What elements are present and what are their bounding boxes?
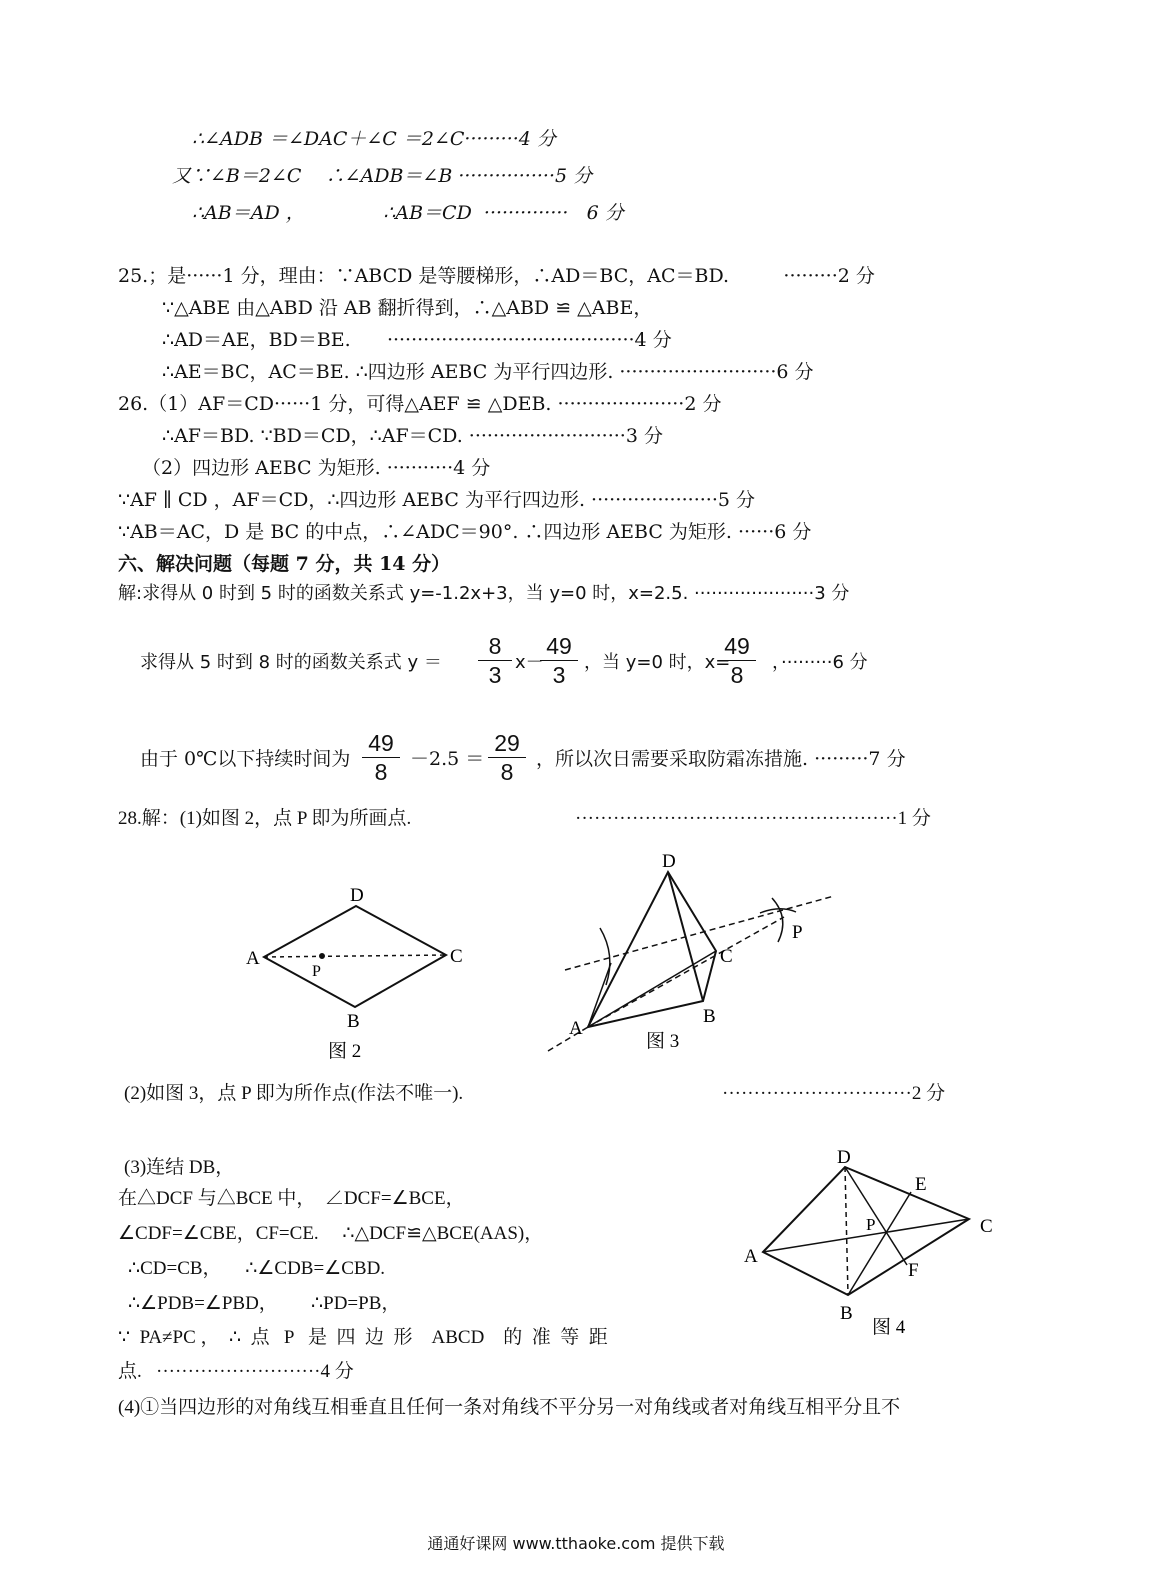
- solution-line2-x: x－: [515, 652, 544, 673]
- q25-line3: ∴AD＝AE，BD＝BE. ·········································4 分: [162, 329, 672, 351]
- q28-part3-line2: 在△DCF 与△BCE 中， ∠DCF=∠BCE，: [118, 1188, 465, 1209]
- fig2-label-b: B: [347, 1011, 360, 1032]
- fraction-29-8: 29 8: [488, 730, 526, 785]
- q28-part1-score: ···················································1 分: [575, 808, 931, 829]
- solution-line2-when: ，当 y=0 时，x=: [584, 652, 731, 673]
- q25-line4: ∴AE＝BC，AC＝BE. ∴四边形 AEBC 为平行四边形. ··························6 分: [162, 361, 814, 383]
- line-ab-ad: ∴AB＝AD ， ∴AB＝CD ·············· 6 分: [192, 202, 624, 224]
- solution-line2-text: 求得从 5 时到 8 时的函数关系式 y ＝: [140, 652, 442, 673]
- solution-line2-score: ，·········6 分: [772, 652, 868, 673]
- fig2-caption: 图 2: [328, 1041, 362, 1062]
- q28-part3-line4: ∴CD=CB， ∴∠CDB=∠CBD.: [128, 1258, 386, 1279]
- fig4-label-c: C: [980, 1216, 993, 1237]
- q26-line4: ∵AF ∥ CD ，AF＝CD，∴四边形 AEBC 为平行四边形. ·····················5 分: [118, 489, 755, 511]
- q26-line1: 26.（1）AF＝CD······1 分，可得△AEF ≌ △DEB. ·····················2 分: [118, 393, 722, 415]
- q28-part2-score: ······························2 分: [722, 1083, 946, 1104]
- q28-part3-line7: 点. ··························4 分: [118, 1361, 354, 1382]
- page-footer: 通通好课网 www.tthaoke.com 提供下载: [427, 1534, 725, 1553]
- fig4-label-b: B: [840, 1303, 853, 1324]
- fig4-label-e: E: [915, 1174, 927, 1195]
- fig4-label-a: A: [744, 1246, 758, 1267]
- fig3-label-p: P: [792, 922, 803, 943]
- q28-part3-line3: ∠CDF=∠CBE，CF=CE. ∴△DCF≌△BCE(AAS)，: [118, 1223, 544, 1244]
- fig4-label-f: F: [908, 1260, 919, 1281]
- q25-line2: ∵△ABE 由△ABD 沿 AB 翻折得到，∴△ABD ≌ △ABE，: [162, 297, 653, 319]
- solution-line3-minus: －2.5 ＝: [410, 748, 485, 770]
- fig2-label-d: D: [350, 885, 364, 906]
- line-adb-eq: ∴∠ADB ＝∠DAC＋∠C ＝2∠C·········4 分: [192, 128, 556, 150]
- fig4-label-d: D: [837, 1147, 851, 1168]
- fig3-label-b: B: [703, 1006, 716, 1027]
- q26-line2: ∴AF＝BD. ∵BD＝CD，∴AF＝CD. ··························3 分: [162, 425, 663, 447]
- solution-line3-text: 由于 0℃以下持续时间为: [140, 748, 351, 770]
- fig4-label-p: P: [866, 1215, 876, 1234]
- section-six-heading: 六、解决问题（每题 7 分，共 14 分）: [118, 553, 451, 575]
- fig3-label-d: D: [662, 851, 676, 872]
- q26-line5: ∵AB＝AC，D 是 BC 的中点，∴∠ADC＝90°. ∴四边形 AEBC 为矩形. ······6 分: [118, 521, 812, 543]
- fig2-label-a: A: [246, 948, 260, 969]
- q28-part4: (4)①当四边形的对角线互相垂直且任何一条对角线不平分另一对角线或者对角线互相平分且不: [118, 1397, 901, 1418]
- solution-line1: 解:求得从 0 时到 5 时的函数关系式 y=-1.2x+3，当 y=0 时，x=2.5. ·····················3 分: [118, 583, 850, 604]
- solution-line3-tail: ，所以次日需要采取防霜冻措施. ·········7 分: [536, 748, 906, 770]
- q26-line3: （2）四边形 AEBC 为矩形. ···········4 分: [142, 457, 491, 479]
- fraction-49-8-a: 49 8: [718, 633, 756, 688]
- fig3-label-c: C: [720, 946, 733, 967]
- fig2-label-c: C: [450, 946, 463, 967]
- fraction-49-8-b: 49 8: [362, 730, 400, 785]
- figure-2: [264, 906, 446, 1007]
- fig4-caption: 图 4: [872, 1317, 906, 1338]
- q28-part2: (2)如图 3，点 P 即为所作点(作法不唯一).: [124, 1083, 464, 1104]
- fraction-8-3: 8 3: [478, 633, 512, 688]
- fraction-49-3: 49 3: [540, 633, 578, 688]
- q28-part1: 28.解：(1)如图 2，点 P 即为所画点.: [118, 808, 412, 829]
- figure-3: [548, 872, 834, 1051]
- fig3-caption: 图 3: [646, 1031, 680, 1052]
- q25-line1: 25.；是······1 分，理由：∵ABCD 是等腰梯形，∴AD＝BC，AC＝BD. ·········2 分: [118, 265, 875, 287]
- line-b-eq: 又∵∠B＝2∠C ∴∠ADB＝∠B ················5 分: [172, 165, 593, 187]
- fig3-label-a: A: [569, 1018, 583, 1039]
- q28-part3-line5: ∴∠PDB=∠PBD， ∴PD=PB，: [128, 1293, 401, 1314]
- fig2-label-p: P: [312, 963, 321, 980]
- q28-part3-line1: (3)连结 DB，: [124, 1157, 235, 1178]
- q28-part3-line6: ∵ PA≠PC ， ∴ 点 P 是 四 边 形 ABCD 的 准 等 距: [118, 1327, 608, 1348]
